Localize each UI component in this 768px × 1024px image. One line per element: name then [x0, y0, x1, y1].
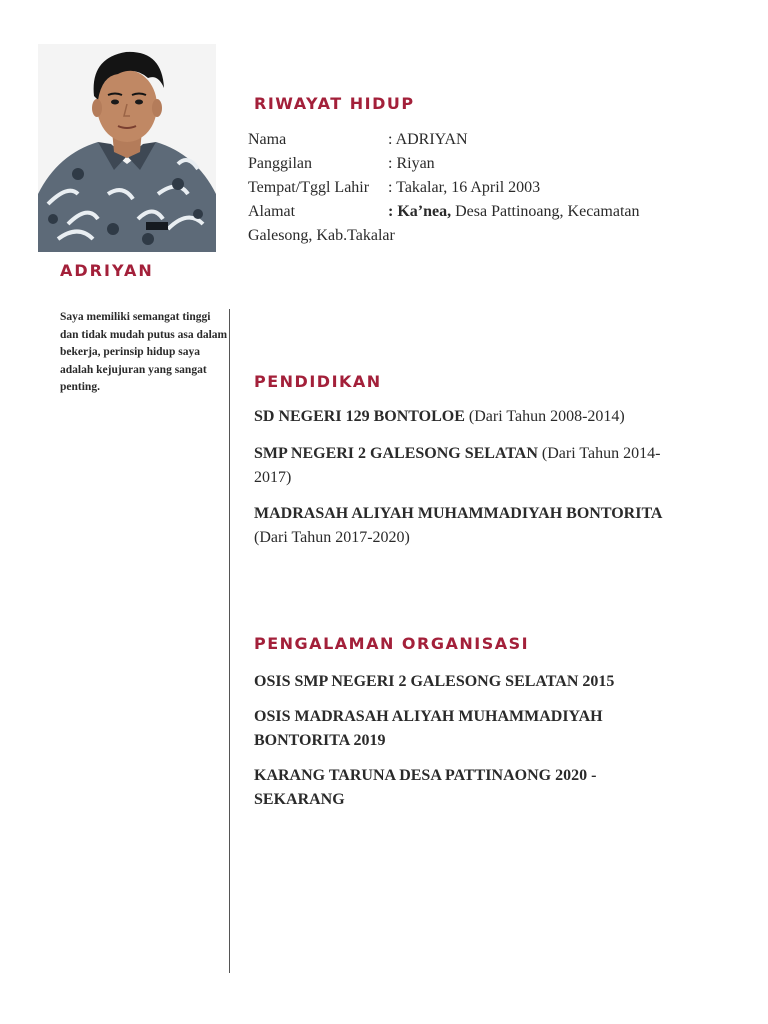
section-title-organisasi: PENGALAMAN ORGANISASI — [254, 634, 530, 653]
address-continuation: Galesong, Kab.Takalar — [248, 227, 395, 244]
info-value: : Riyan — [388, 155, 435, 172]
vertical-divider — [229, 309, 230, 973]
address-rest: Desa Pattinoang, Kecamatan — [451, 203, 640, 220]
profile-bio: Saya memiliki semangat tinggi dan tidak mudah putus asa dalam bekerja, perinsip hidup saya adalah kejujuran yang sangat penting. — [60, 311, 228, 393]
info-label: Alamat — [248, 203, 296, 220]
section-title-riwayat: RIWAYAT HIDUP — [254, 94, 415, 113]
info-value: : Takalar, 16 April 2003 — [388, 179, 541, 196]
info-row-panggilan — [248, 152, 688, 176]
education-item — [254, 502, 684, 550]
organization-item: KARANG TARUNA DESA PATTINAONG 2020 - SEKARANG — [254, 767, 597, 808]
person-photo-icon — [38, 44, 216, 252]
organization-item: OSIS MADRASAH ALIYAH MUHAMMADIYAH BONTORITA 2019 — [254, 708, 603, 749]
education-list — [254, 405, 684, 560]
info-value — [388, 200, 639, 224]
school-years: (Dari Tahun 2017-2020) — [254, 529, 410, 546]
info-value: : ADRIYAN — [388, 131, 468, 148]
personal-info — [248, 128, 688, 248]
education-item — [254, 405, 684, 429]
profile-name: ADRIYAN — [60, 261, 154, 280]
info-label: Panggilan — [248, 155, 312, 172]
school-years: (Dari Tahun 2014-2017) — [254, 445, 661, 486]
info-label: Tempat/Tggl Lahir — [248, 179, 370, 196]
address-hamlet: : Ka’nea, — [388, 203, 452, 220]
school-name: SMP NEGERI 2 GALESONG SELATAN — [254, 445, 538, 462]
school-years: (Dari Tahun 2008-2014) — [464, 408, 625, 425]
info-row-alamat — [248, 200, 688, 224]
education-item — [254, 442, 684, 490]
info-row-lahir — [248, 176, 688, 200]
info-row-nama — [248, 128, 688, 152]
info-label: Nama — [248, 131, 287, 148]
organization-list — [254, 670, 684, 823]
organization-item: OSIS SMP NEGERI 2 GALESONG SELATAN 2015 — [254, 673, 615, 690]
profile-photo — [38, 44, 216, 252]
section-title-pendidikan: PENDIDIKAN — [254, 372, 382, 391]
school-name: MADRASAH ALIYAH MUHAMMADIYAH BONTORITA — [254, 505, 663, 522]
school-name: SD NEGERI 129 BONTOLOE — [254, 408, 465, 425]
